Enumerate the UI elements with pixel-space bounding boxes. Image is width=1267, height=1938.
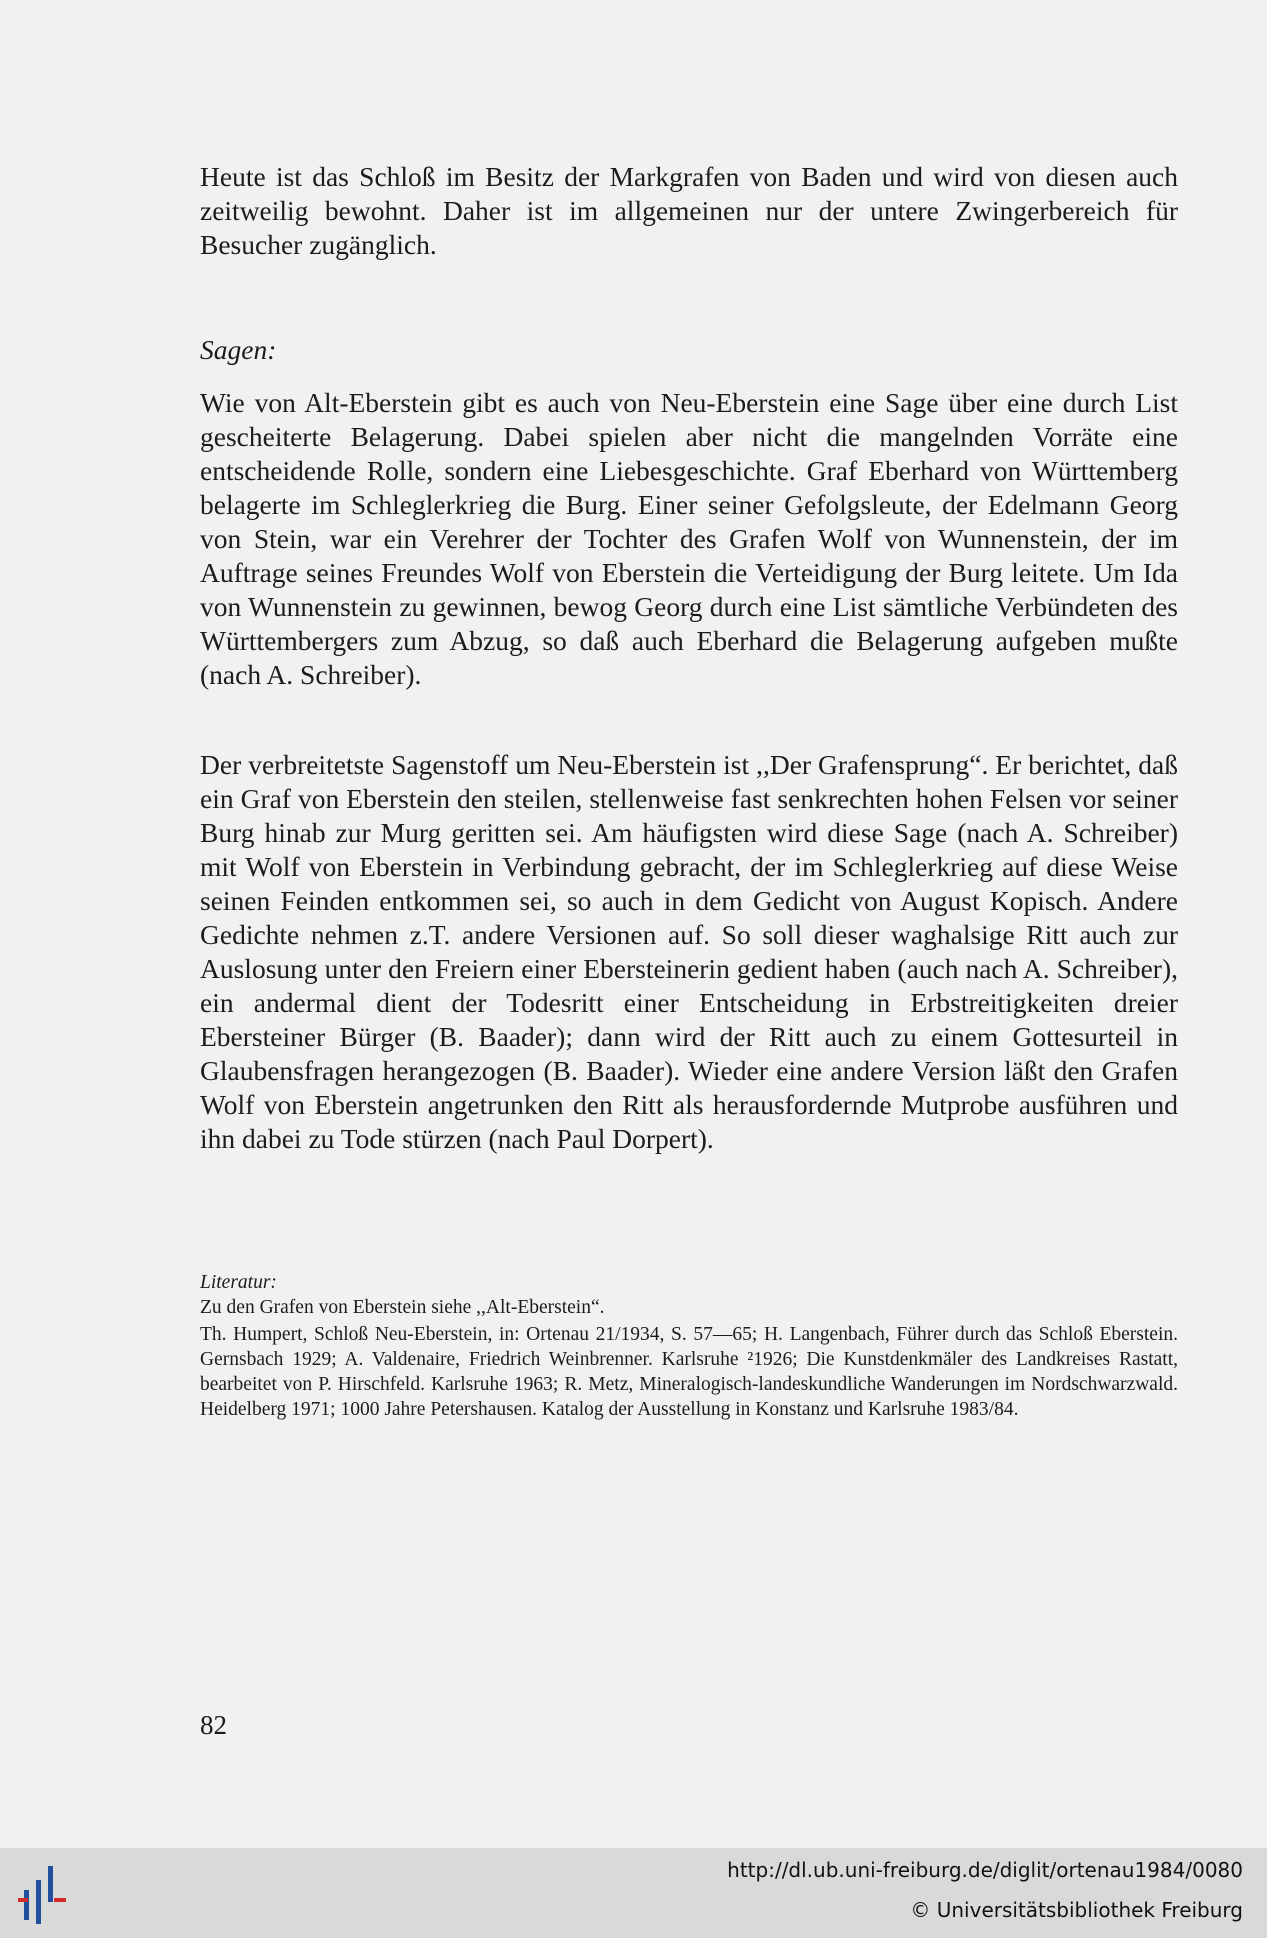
copyright-notice: © Universitätsbibliothek Freiburg <box>910 1898 1243 1922</box>
sagen-heading: Sagen: <box>200 334 277 365</box>
sage-paragraph-1: Wie von Alt-Eberstein gibt es auch von Neu-Eberstein eine Sage über eine durch List gescheiterte Belagerung. Dabei spielen aber nicht die mangelnden Vorräte eine entscheidende Rolle, sondern eine Liebesgeschichte. Graf Eberhard von Württemberg belagerte im Schleglerkrieg die Burg. Einer seiner Gefolgsleute, der Edelmann Georg von Stein, war ein Verehrer der Tochter des Grafen Wolf von Wunnenstein, der im Auftrage seines Freundes Wolf von Eberstein die Verteidigung der Burg leitete. Um Ida von Wunnenstein zu gewinnen, bewog Georg durch eine List sämtliche Verbündeten des Württembergers zum Abzug, so daß auch Eberhard die Belagerung aufgeben mußte (nach A. Schreiber). <box>200 387 1178 690</box>
intro-paragraph: Heute ist das Schloß im Besitz der Markgrafen von Baden und wird von diesen auch zeitweilig bewohnt. Daher ist im allgemeinen nur der untere Zwingerbereich für Besucher zugänglich. <box>200 161 1178 260</box>
source-url[interactable]: http://dl.ub.uni-freiburg.de/diglit/ortenau1984/0080 <box>727 1858 1243 1882</box>
literatur-reference-line: Zu den Grafen von Eberstein siehe ,,Alt-Eberstein“. <box>200 1297 605 1318</box>
page-number: 82 <box>200 1710 227 1740</box>
ub-freiburg-logo-icon <box>18 1860 82 1926</box>
sage-paragraph-2: Der verbreitetste Sagenstoff um Neu-Eberstein ist ,,Der Grafensprung“. Er berichtet, daß ein Graf von Eberstein den steilen, stellenweise fast senkrechten hohen Felsen vor seiner Burg hinab zur Murg geritten sei. Am häufigsten wird diese Sage (nach A. Schreiber) mit Wolf von Eberstein in Verbindung gebracht, der im Schleglerkrieg auf diese Weise seinen Feinden entkommen sei, so auch in dem Gedicht von August Kopisch. Andere Gedichte nehmen z.T. andere Versionen auf. So soll dieser waghalsige Ritt auch zur Auslosung unter den Freiern einer Ebersteinerin gedient haben (auch nach A. Schreiber), ein andermal dient der Todesritt einer Entscheidung in Erbstreitigkeiten dreier Ebersteiner Bürger (B. Baader); dann wird der Ritt auch zu einem Gottesurteil in Glaubensfragen herangezogen (B. Baader). Wieder eine andere Version läßt den Grafen Wolf von Eberstein angetrunken den Ritt als herausfordernde Mutprobe ausführen und ihn dabei zu Tode stürzen (nach Paul Dorpert). <box>200 749 1178 1154</box>
literatur-heading: Literatur: <box>200 1272 277 1293</box>
literatur-bibliography: Th. Humpert, Schloß Neu-Eberstein, in: Ortenau 21/1934, S. 57—65; H. Langenbach, Führer durch das Schloß Eberstein. Gernsbach 1929; A. Valdenaire, Friedrich Weinbrenner. Karlsruhe ²1926; Die Kunstdenkmäler des Landkreises Rastatt, bearbeitet von P. Hirschfeld. Karlsruhe 1963; R. Metz, Mineralogisch-landeskundliche Wanderungen im Nordschwarzwald. Heidelberg 1971; 1000 Jahre Petershausen. Katalog der Ausstellung in Konstanz und Karlsruhe 1983/84. <box>200 1324 1178 1420</box>
footer-bar <box>0 1848 1267 1938</box>
